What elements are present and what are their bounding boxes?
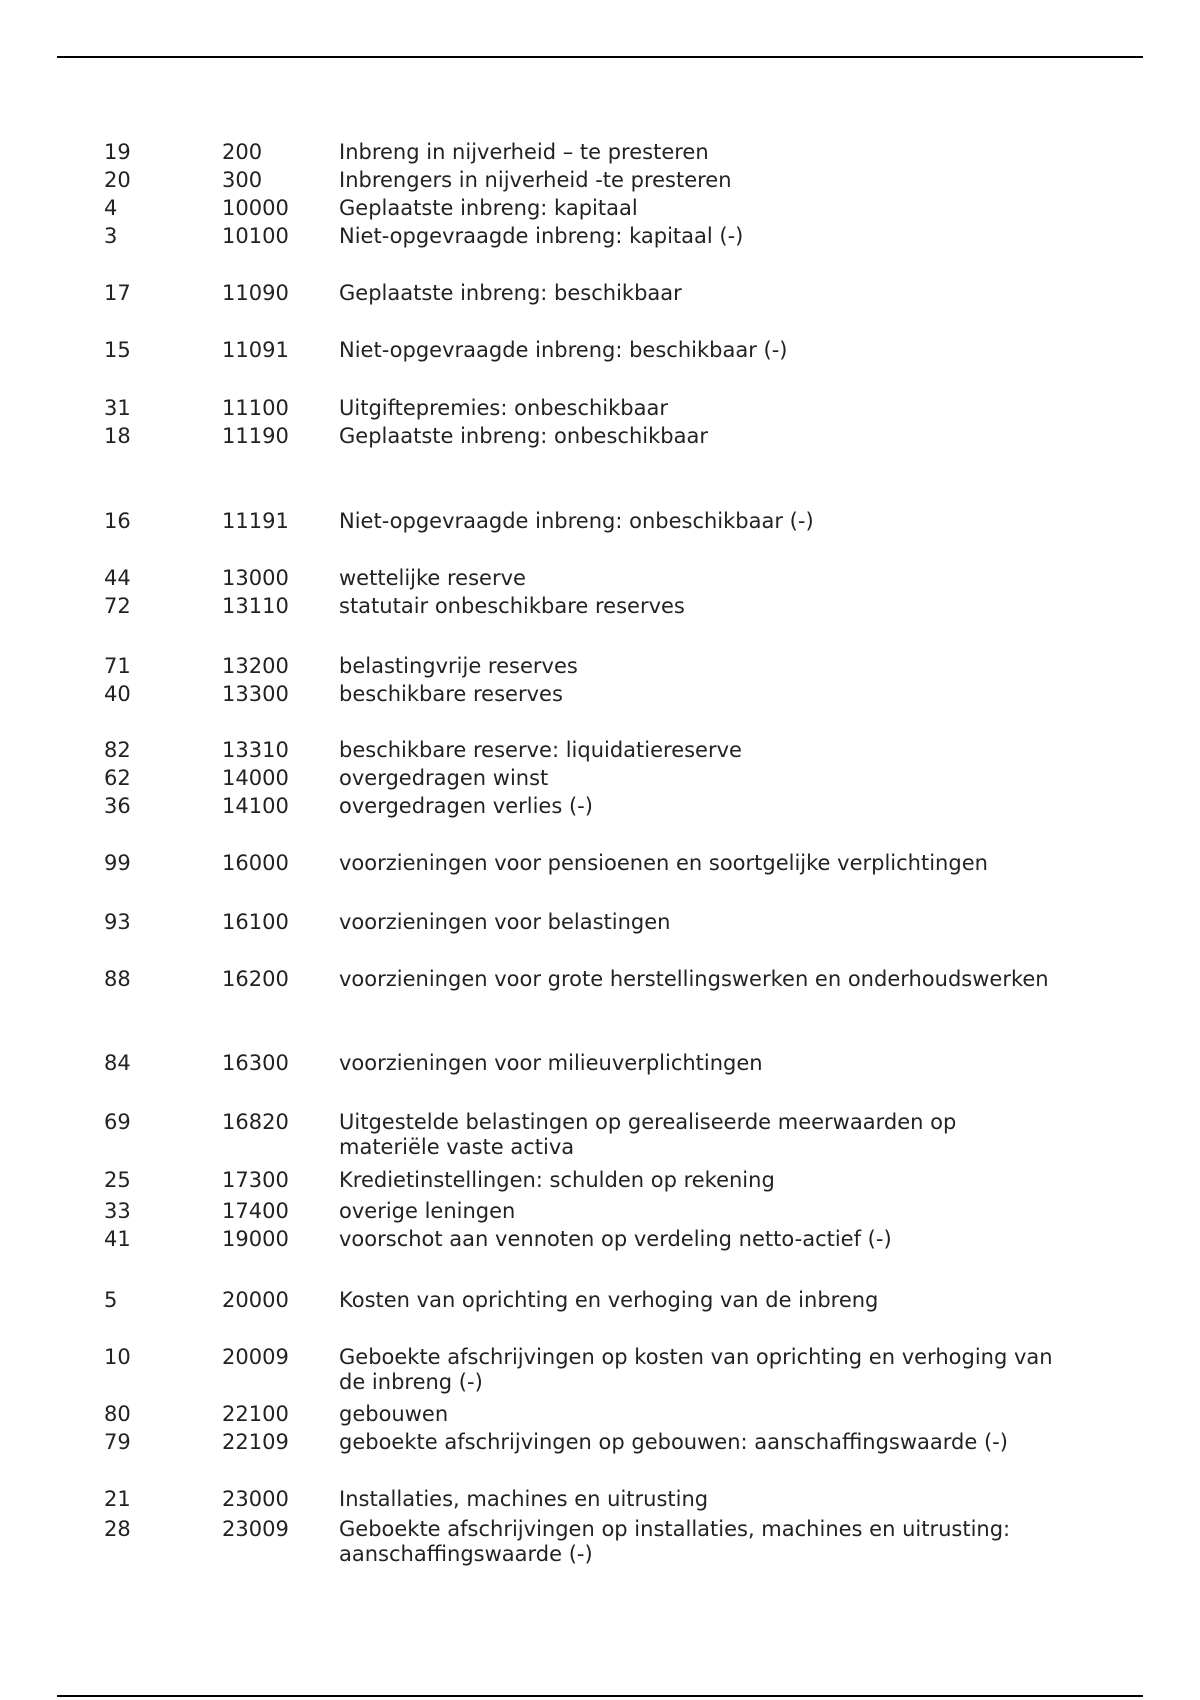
account-description: Geboekte afschrijvingen op installaties, machines en uitrusting: aanschaffingswaarde (-) (339, 1517, 1011, 1566)
account-description: overige leningen (339, 1199, 516, 1223)
account-description: belastingvrije reserves (339, 654, 578, 678)
account-description: gebouwen (339, 1402, 449, 1426)
account-code: 13300 (222, 682, 289, 706)
account-code: 16200 (222, 967, 289, 991)
account-code: 20009 (222, 1345, 289, 1369)
row-number: 4 (104, 196, 118, 220)
account-description: Geplaatste inbreng: beschikbaar (339, 281, 682, 305)
account-description: Niet-opgevraagde inbreng: kapitaal (-) (339, 224, 744, 248)
account-description: Geplaatste inbreng: onbeschikbaar (339, 424, 708, 448)
account-code: 20000 (222, 1288, 289, 1312)
account-description: geboekte afschrijvingen op gebouwen: aanschaffingswaarde (-) (339, 1430, 1008, 1454)
account-code: 10100 (222, 224, 289, 248)
account-description: Installaties, machines en uitrusting (339, 1487, 709, 1511)
account-code: 13200 (222, 654, 289, 678)
row-number: 69 (104, 1110, 131, 1134)
row-number: 44 (104, 566, 131, 590)
account-description: Kredietinstellingen: schulden op rekening (339, 1168, 775, 1192)
account-code: 19000 (222, 1227, 289, 1251)
account-description: beschikbare reserve: liquidatiereserve (339, 738, 742, 762)
top-rule (57, 56, 1143, 58)
account-code: 13110 (222, 594, 289, 618)
account-code: 11190 (222, 424, 289, 448)
account-code: 11100 (222, 396, 289, 420)
account-description: Uitgiftepremies: onbeschikbaar (339, 396, 669, 420)
account-code: 16300 (222, 1051, 289, 1075)
row-number: 10 (104, 1345, 131, 1369)
account-description: voorschot aan vennoten op verdeling netto-actief (-) (339, 1227, 892, 1251)
row-number: 33 (104, 1199, 131, 1223)
account-code: 300 (222, 168, 263, 192)
account-code: 22109 (222, 1430, 289, 1454)
account-description: voorzieningen voor grote herstellingswerken en onderhoudswerken (339, 967, 1049, 991)
row-number: 19 (104, 140, 131, 164)
row-number: 17 (104, 281, 131, 305)
account-code: 200 (222, 140, 263, 164)
account-code: 11191 (222, 509, 289, 533)
account-description: wettelijke reserve (339, 566, 526, 590)
account-code: 14000 (222, 766, 289, 790)
account-description: Inbreng in nijverheid – te presteren (339, 140, 709, 164)
account-code: 23000 (222, 1487, 289, 1511)
bottom-rule (57, 1695, 1143, 1697)
account-description: statutair onbeschikbare reserves (339, 594, 685, 618)
row-number: 88 (104, 967, 131, 991)
row-number: 99 (104, 851, 131, 875)
account-description: voorzieningen voor pensioenen en soortgelijke verplichtingen (339, 851, 988, 875)
account-description: Geboekte afschrijvingen op kosten van oprichting en verhoging van de inbreng (-) (339, 1345, 1053, 1394)
account-code: 13000 (222, 566, 289, 590)
account-description: voorzieningen voor milieuverplichtingen (339, 1051, 763, 1075)
account-code: 16820 (222, 1110, 289, 1134)
account-code: 10000 (222, 196, 289, 220)
row-number: 20 (104, 168, 131, 192)
row-number: 71 (104, 654, 131, 678)
row-number: 15 (104, 338, 131, 362)
account-description: Inbrengers in nijverheid -te presteren (339, 168, 732, 192)
account-code: 22100 (222, 1402, 289, 1426)
row-number: 79 (104, 1430, 131, 1454)
account-code: 23009 (222, 1517, 289, 1541)
account-description: Geplaatste inbreng: kapitaal (339, 196, 638, 220)
account-code: 16000 (222, 851, 289, 875)
account-code: 17400 (222, 1199, 289, 1223)
row-number: 3 (104, 224, 118, 248)
row-number: 25 (104, 1168, 131, 1192)
account-code: 13310 (222, 738, 289, 762)
row-number: 5 (104, 1288, 118, 1312)
row-number: 28 (104, 1517, 131, 1541)
account-description: Niet-opgevraagde inbreng: onbeschikbaar (-) (339, 509, 814, 533)
row-number: 72 (104, 594, 131, 618)
row-number: 82 (104, 738, 131, 762)
account-code: 11090 (222, 281, 289, 305)
account-description: beschikbare reserves (339, 682, 563, 706)
account-description: overgedragen verlies (-) (339, 794, 593, 818)
account-code: 16100 (222, 910, 289, 934)
row-number: 93 (104, 910, 131, 934)
row-number: 62 (104, 766, 131, 790)
row-number: 41 (104, 1227, 131, 1251)
row-number: 21 (104, 1487, 131, 1511)
account-code: 14100 (222, 794, 289, 818)
account-code: 17300 (222, 1168, 289, 1192)
row-number: 84 (104, 1051, 131, 1075)
row-number: 36 (104, 794, 131, 818)
account-code: 11091 (222, 338, 289, 362)
account-description: Uitgestelde belastingen op gerealiseerde meerwaarden op materiële vaste activa (339, 1110, 957, 1159)
account-description: overgedragen winst (339, 766, 549, 790)
account-description: Niet-opgevraagde inbreng: beschikbaar (-) (339, 338, 788, 362)
row-number: 31 (104, 396, 131, 420)
account-description: Kosten van oprichting en verhoging van de inbreng (339, 1288, 879, 1312)
row-number: 40 (104, 682, 131, 706)
account-description: voorzieningen voor belastingen (339, 910, 671, 934)
row-number: 16 (104, 509, 131, 533)
row-number: 80 (104, 1402, 131, 1426)
row-number: 18 (104, 424, 131, 448)
